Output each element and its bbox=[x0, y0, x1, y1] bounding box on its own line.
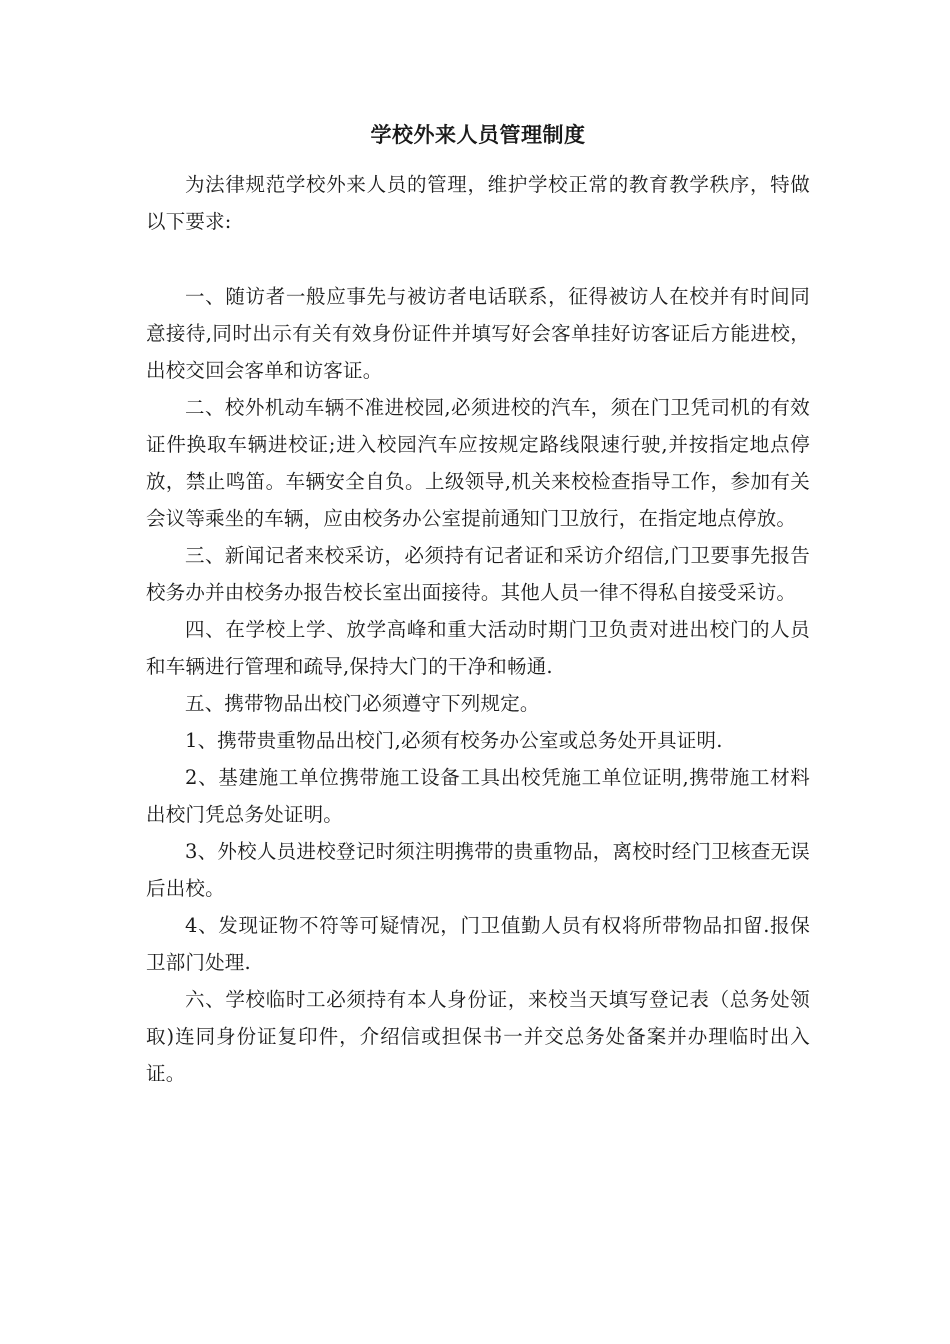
sub-rule-2: 2、基建施工单位携带施工设备工具出校凭施工单位证明,携带施工材料出校门凭总务处证明。 bbox=[146, 766, 810, 826]
sub-rule-3: 3、外校人员进校登记时须注明携带的贵重物品，离校时经门卫核查无误后出校。 bbox=[146, 840, 810, 900]
document-title: 学校外来人员管理制度 bbox=[370, 123, 586, 147]
sub-rule-1: 1、携带贵重物品出校门,必须有校务办公室或总务处开具证明. bbox=[185, 729, 723, 752]
rule-paragraph-5: 五、携带物品出校门必须遵守下列规定。 bbox=[185, 692, 540, 715]
section-gap bbox=[146, 240, 810, 278]
rule-paragraph-6: 六、学校临时工必须持有本人身份证，来校当天填写登记表（总务处领取)连同身份证复印件，介绍信或担保书一并交总务处备案并办理临时出入证。 bbox=[146, 988, 810, 1085]
rule-paragraph-1: 一、随访者一般应事先与被访者电话联系，征得被访人在校并有时间同意接待,同时出示有关有效身份证件并填写好会客单挂好访客证后方能进校，出校交回会客单和访客证。 bbox=[146, 285, 810, 382]
rule-paragraph-4: 四、在学校上学、放学高峰和重大活动时期门卫负责对进出校门的人员和车辆进行管理和疏导,保持大门的干净和畅通. bbox=[146, 618, 810, 678]
rule-paragraph-2: 二、校外机动车辆不准进校园,必须进校的汽车，须在门卫凭司机的有效证件换取车辆进校证;进入校园汽车应按规定路线限速行驶,并按指定地点停放，禁止鸣笛。车辆安全自负。上级领导,机关来校检查指导工作，参加有关会议等乘坐的车辆，应由校务办公室提前通知门卫放行，在指定地点停放。 bbox=[146, 396, 810, 530]
document-page bbox=[146, 118, 810, 1092]
sub-rule-4: 4、发现证物不符等可疑情况，门卫值勤人员有权将所带物品扣留.报保卫部门处理. bbox=[146, 914, 810, 974]
intro-paragraph: 为法律规范学校外来人员的管理，维护学校正常的教育教学秩序，特做以下要求: bbox=[146, 173, 810, 233]
rule-paragraph-3: 三、新闻记者来校采访，必须持有记者证和采访介绍信,门卫要事先报告校务办并由校务办报告校长室出面接待。其他人员一律不得私自接受采访。 bbox=[146, 544, 810, 604]
